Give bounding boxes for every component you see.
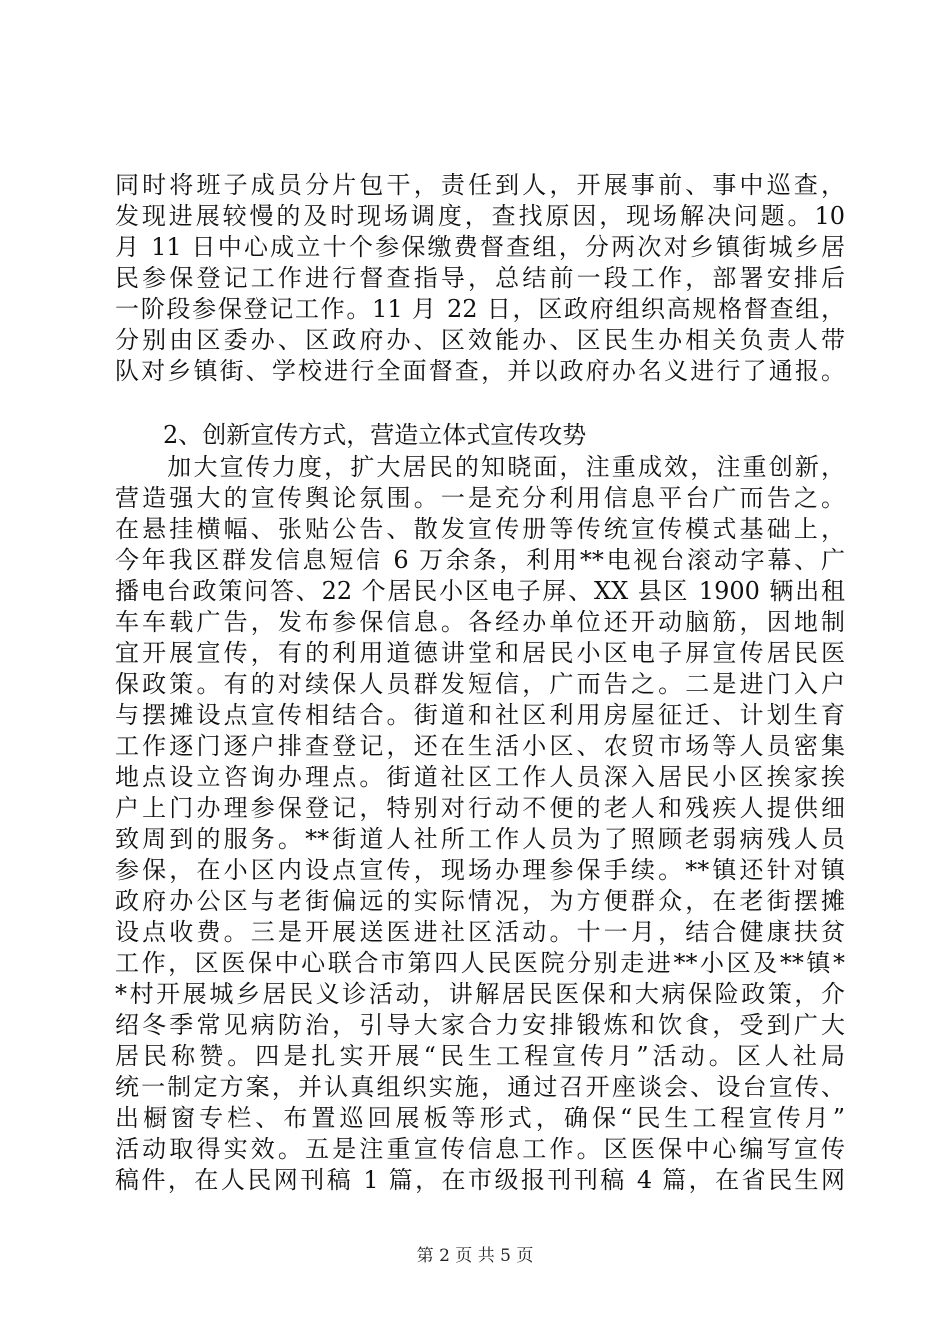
paragraph-line: 政府办公区与老街偏远的实际情况，为方便群众，在老街摆摊 [115, 887, 845, 915]
paragraph-line: 工作，区医保中心联合市第四人民医院分别走进**小区及**镇* [115, 949, 845, 977]
paragraph-line: 保政策。有的对续保人员群发短信，广而告之。二是进门入户 [115, 670, 845, 698]
section-heading-text: 2、创新宣传方式，营造立体式宣传攻势 [115, 421, 587, 449]
paragraph-line: 统一制定方案，并认真组织实施，通过召开座谈会、设台宣传、 [115, 1073, 845, 1101]
paragraph-line: 播电台政策问答、22 个居民小区电子屏、XX 县区 1900 辆出租 [115, 577, 845, 605]
page-footer [0, 1245, 950, 1267]
paragraph-line: 工作逐门逐户排查登记，还在生活小区、农贸市场等人员密集 [115, 732, 845, 760]
paragraph-line: 月 11 日中心成立十个参保缴费督查组，分两次对乡镇街城乡居 [115, 233, 845, 261]
paragraph-line: 活动取得实效。五是注重宣传信息工作。区医保中心编写宣传 [115, 1135, 845, 1163]
paragraph-line: 设点收费。三是开展送医进社区活动。十一月，结合健康扶贫 [115, 918, 845, 946]
paragraph-line: 地点设立咨询办理点。街道社区工作人员深入居民小区挨家挨 [115, 763, 845, 791]
paragraph-line: 稿件，在人民网刊稿 1 篇，在市级报刊刊稿 4 篇，在省民生网 [115, 1166, 845, 1194]
section-heading [115, 420, 845, 451]
paragraph-line: 绍冬季常见病防治，引导大家合力安排锻炼和饮食，受到广大 [115, 1011, 845, 1039]
paragraph-line: 加大宣传力度，扩大居民的知晓面，注重成效，注重创新， [115, 453, 845, 481]
paragraph-line: 宜开展宣传，有的利用道德讲堂和居民小区电子屏宣传居民医 [115, 639, 845, 667]
paragraph-line: 民参保登记工作进行督查指导，总结前一段工作，部署安排后 [115, 264, 845, 292]
paragraph-line: 参保，在小区内设点宣传，现场办理参保手续。**镇还针对镇 [115, 856, 845, 884]
paragraph-line: 居民称赞。四是扎实开展“民生工程宣传月”活动。区人社局 [115, 1042, 845, 1070]
paragraph-line: 一阶段参保登记工作。11 月 22 日，区政府组织高规格督查组， [115, 295, 845, 323]
paragraph-line: 队对乡镇街、学校进行全面督查，并以政府办名义进行了通报。 [115, 357, 845, 385]
paragraph-line: 今年我区群发信息短信 6 万余条，利用**电视台滚动字幕、广 [115, 546, 845, 574]
paragraph-2 [115, 452, 845, 1196]
paragraph-line: 营造强大的宣传舆论氛围。一是充分利用信息平台广而告之。 [115, 484, 845, 512]
paragraph-line: 致周到的服务。**街道人社所工作人员为了照顾老弱病残人员 [115, 825, 845, 853]
paragraph-line: 车车载广告，发布参保信息。各经办单位还开动脑筋，因地制 [115, 608, 845, 636]
paragraph-1 [115, 170, 845, 387]
page-number: 第 2 页 共 5 页 [416, 1246, 534, 1266]
paragraph-line: 户上门办理参保登记，特别对行动不便的老人和残疾人提供细 [115, 794, 845, 822]
paragraph-line: 同时将班子成员分片包干，责任到人，开展事前、事中巡查， [115, 171, 845, 199]
paragraph-line: 在悬挂横幅、张贴公告、散发宣传册等传统宣传模式基础上， [115, 515, 845, 543]
paragraph-line: *村开展城乡居民义诊活动，讲解居民医保和大病保险政策，介 [115, 980, 845, 1008]
paragraph-line: 发现进展较慢的及时现场调度，查找原因，现场解决问题。10 [115, 202, 845, 230]
paragraph-line: 与摆摊设点宣传相结合。街道和社区利用房屋征迁、计划生育 [115, 701, 845, 729]
paragraph-line: 出橱窗专栏、布置巡回展板等形式，确保“民生工程宣传月” [115, 1104, 845, 1132]
paragraph-line: 分别由区委办、区政府办、区效能办、区民生办相关负责人带 [115, 326, 845, 354]
